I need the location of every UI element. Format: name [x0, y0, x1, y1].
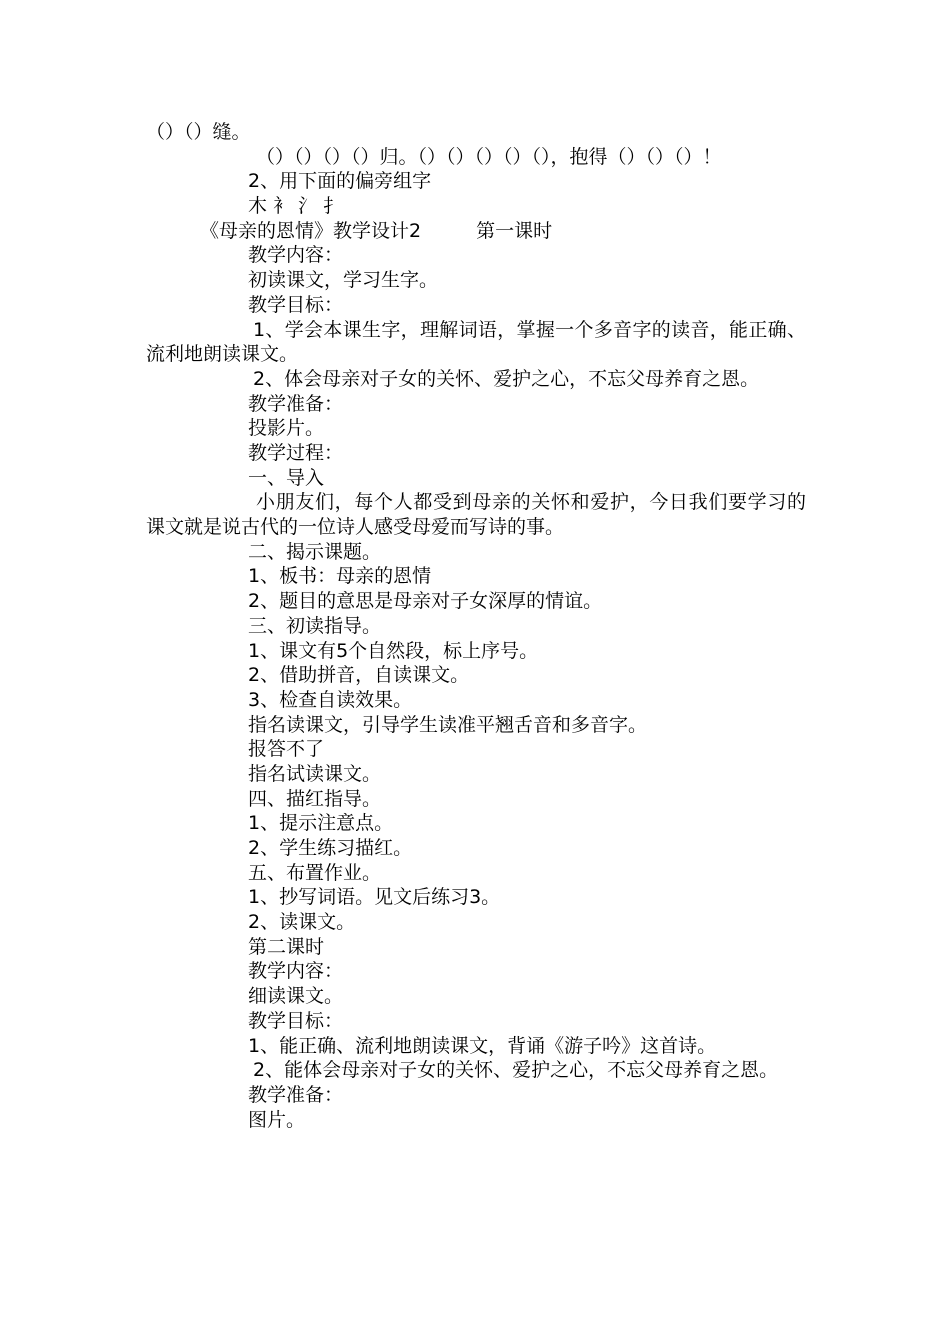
- step-heading: 一、导入: [248, 466, 325, 489]
- text-line: 投影片。: [248, 417, 325, 440]
- text-line: 指名试读课文。: [248, 762, 382, 785]
- text-line: 1、课文有5个自然段，标上序号。: [248, 639, 539, 662]
- objective-paragraph: 1、学会本课生字，理解词语，掌握一个多音字的读音，能正确、流利地朗读课文。: [146, 318, 806, 366]
- text-line: 1、抄写词语。见文后练习3。: [248, 886, 501, 909]
- lesson-two-heading: 第二课时: [248, 935, 325, 958]
- text-line: 2、学生练习描红。: [248, 837, 413, 860]
- text-line: 2、题目的意思是母亲对子女深厚的情谊。: [248, 590, 603, 613]
- text-line: 报答不了: [248, 738, 325, 761]
- step-heading: 二、揭示课题。: [248, 540, 382, 563]
- fill-blank-line-2: （）（）（）（）归。（）（）（）（）（），抱得（）（）（）！: [256, 145, 722, 168]
- step-heading: 三、初读指导。: [248, 614, 382, 637]
- text-line: 1、提示注意点。: [248, 812, 394, 835]
- text-line: 3、检查自读效果。: [248, 688, 413, 711]
- exercise-heading: 2、用下面的偏旁组字: [248, 170, 432, 193]
- text-line: 1、能正确、流利地朗读课文，背诵《游子吟》这首诗。: [248, 1034, 717, 1057]
- section-label: 教学准备：: [248, 1083, 344, 1106]
- section-label: 教学准备：: [248, 392, 344, 415]
- section-label: 教学过程：: [248, 442, 344, 464]
- document-page: [0, 120, 950, 1132]
- step-heading: 四、描红指导。: [248, 787, 382, 810]
- text-line: 指名读课文，引导学生读准平翘舌音和多音字。: [248, 713, 648, 736]
- text-line: 1、板书：母亲的恩情: [248, 565, 432, 588]
- objective-paragraph: 2、能体会母亲对子女的关怀、爱护之心，不忘父母养育之恩。: [253, 1059, 779, 1082]
- text-line: 图片。: [248, 1108, 306, 1131]
- document-title: 《母亲的恩情》教学设计2: [200, 219, 422, 242]
- text-line: 2、借助拼音，自读课文。: [248, 664, 470, 687]
- intro-paragraph: 小朋友们，每个人都受到母亲的关怀和爱护，今日我们要学习的课文就是说古代的一位诗人感受母爱而写诗的事。: [146, 491, 806, 539]
- step-heading: 五、布置作业。: [248, 861, 382, 884]
- lesson-one-heading: 第一课时: [476, 219, 553, 242]
- text-line: 细读课文。: [248, 985, 344, 1008]
- text-line: 初读课文，学习生字。: [248, 269, 439, 292]
- text-line: 2、读课文。: [248, 911, 356, 934]
- fill-blank-line-1: （）（）缝。: [146, 121, 251, 143]
- section-label: 教学内容：: [248, 244, 344, 267]
- section-label: 教学目标：: [248, 293, 344, 316]
- section-label: 教学内容：: [248, 960, 344, 983]
- radicals-line: 木 衤 氵 扌: [248, 195, 343, 218]
- objective-paragraph: 2、体会母亲对子女的关怀、爱护之心，不忘父母养育之恩。: [253, 367, 760, 390]
- document-title-line: [0, 219, 950, 244]
- section-label: 教学目标：: [248, 1009, 344, 1032]
